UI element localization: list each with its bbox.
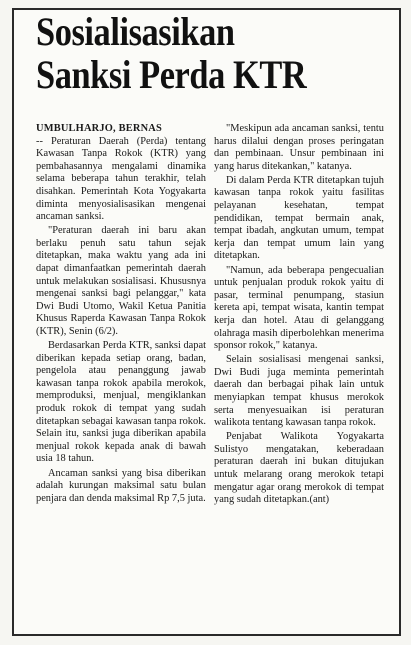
article-paragraph: Di dalam Perda KTR ditetapkan tujuh kawasan tanpa rokok yaitu fasilitas pelayanan kesehatan, tempat pendidikan, tempat bermain anak, tempat ibadah, angkutan umum, tempat kerja dan tempat umum lain yang ditetapkan. xyxy=(214,174,384,262)
headline-line-1: Sosialisasikan xyxy=(36,9,235,54)
headline-line-2: Sanksi Perda KTR xyxy=(36,52,307,97)
article-paragraph: Penjabat Walikota Yogyakarta Sulistyo mengatakan, keberadaan peraturan daerah ini bukan ditujukan untuk melarang orang merokok tetapi mengatur agar orang merokok di tempat yang sudah ditetapkan.(ant) xyxy=(214,431,384,506)
article-headline xyxy=(36,10,342,96)
article-paragraph: "Meskipun ada ancaman sanksi, tentu harus dilalui dengan proses peringatan dan pembinaan. Unsur pembinaan ini yang harus ditekankan," katanya. xyxy=(214,123,384,172)
article-paragraph: Berdasarkan Perda KTR, sanksi dapat diberikan kepada setiap orang, badan, pengelola atau penanggung jawab kawasan tanpa rokok apabila merokok, memproduksi, menjual, mengiklankan produk rokok di tempat yang sudah ditetapkan sebagai kawasan tanpa rokok. Selain itu, sanksi juga diberikan apabila menjual rokok kepada anak di bawah usia 18 tahun. xyxy=(36,340,206,465)
article-paragraph: Selain sosialisasi mengenai sanksi, Dwi Budi juga meminta pemerintah daerah dan berbagai pihak lain untuk menyiapkan tempat khusus merokok serta menyesuaikan isi peraturan walikota tentang kawasan tanpa rokok. xyxy=(214,354,384,429)
article-paragraph: Ancaman sanksi yang bisa diberikan adalah kurungan maksimal satu bulan penjara dan denda maksimal Rp 7,5 juta. xyxy=(36,467,206,504)
paragraph-text: -- Peraturan Daerah (Perda) tentang Kawasan Tanpa Rokok (KTR) yang pembahasannya mengalami dinamika selama beberapa tahun terakhir, telah disahkan. Pemerintah Kota Yogyakarta diminta menyosialisasikan mengenai ancaman sanksi. xyxy=(36,135,206,223)
article-column-left xyxy=(36,123,206,507)
article-paragraph xyxy=(36,123,206,224)
article-column-right xyxy=(214,123,384,508)
dateline: UMBULHARJO, BERNAS xyxy=(36,123,162,134)
article-clipping xyxy=(12,8,401,636)
article-paragraph: "Namun, ada beberapa pengecualian untuk penjualan produk rokok yaitu di pasar, terminal penumpang, stasiun kereta api, tempat wisata, kantin tempat kerja dan hotel. Atau di gelanggang olahraga masih diperbolehkan menerima sponsor rokok," katanya. xyxy=(214,264,384,352)
article-paragraph: "Peraturan daerah ini baru akan berlaku penuh satu tahun sejak ditetapkan, maka waktu yang ada ini dapat dimanfaatkan pemerintah daerah untuk melakukan sosialisasi. Khususnya mengenai sanksi bagi pelanggar," kata Dwi Budi Utomo, Wakil Ketua Panitia Khusus Raperda Kawasan Tanpa Rokok (KTR), Senin (6/2). xyxy=(36,225,206,337)
